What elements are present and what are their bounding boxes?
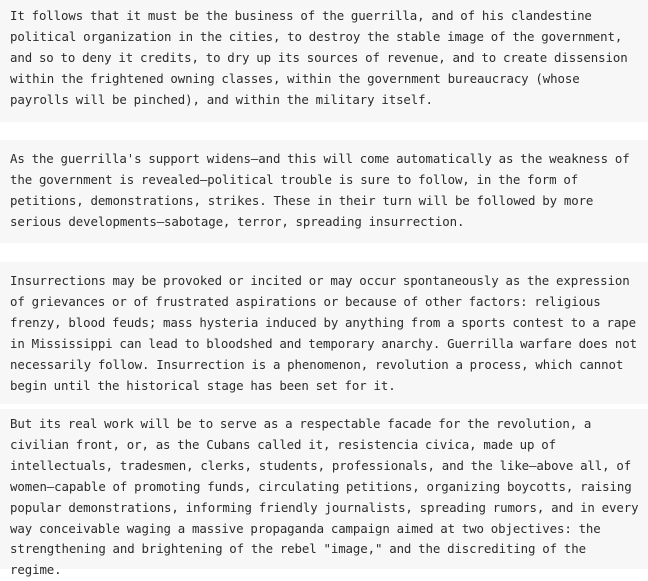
text-block-1 [0,0,648,122]
text-block-3 [0,262,648,404]
paragraph-4: But its real work will be to serve as a respectable facade for the revolution, a civilian front, or, as the Cubans called it, resistencia civica, made up of intellectuals, tradesmen, clerks, students, professionals, and the like—above all, of women—capable of promoting funds, circulating petitions, organizing boycotts, raising popular demonstrations, informing friendly journalists, spreading rumors, and in every way conceivable waging a massive propaganda campaign aimed at two objectives: the strengthening and brightening of the rebel "image," and the discrediting of the regime. [10,416,639,578]
paragraph-3: Insurrections may be provoked or incited or may occur spontaneously as the expression of grievances or of frustrated aspirations or because of other factors: religious frenzy, blood feuds; mass hysteria induced by anything from a sports contest to a rape in Mississippi can lead to bloodshed and temporary anarchy. Guerrilla warfare does not necessarily follow. Insurrection is a phenomenon, revolution a process, which cannot begin until the historical stage has been set for it. [10,273,637,393]
text-block-4 [0,409,648,578]
paragraph-1: It follows that it must be the business of the guerrilla, and of his clandestine political organization in the cities, to destroy the stable image of the government, and so to deny it credits, to dry up its sources of revenue, and to create dissension within the frightened owning classes, within the government bureaucracy (whose payrolls will be pinched), and within the military itself. [10,8,628,107]
paragraph-2: As the guerrilla's support widens—and this will come automatically as the weakness of the government is revealed—political trouble is sure to follow, in the form of petitions, demonstrations, strikes. These in their turn will be followed by more serious developments—sabotage, terror, spreading insurrection. [10,151,630,229]
text-block-2 [0,140,648,243]
